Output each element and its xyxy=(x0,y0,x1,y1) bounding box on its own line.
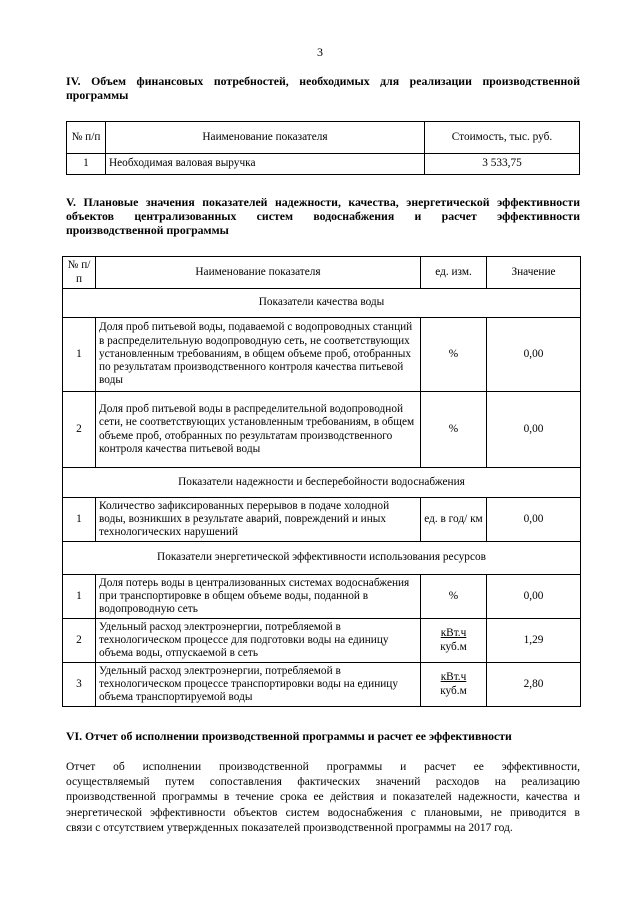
group-header-quality xyxy=(63,289,581,318)
section4-title xyxy=(66,74,580,102)
section6-paragraph xyxy=(66,760,580,836)
table-row xyxy=(63,575,581,619)
paragraph-line: энергетической эффективности объектов систем водоснабжения с плановыми, не приводится в xyxy=(66,806,580,819)
section4-title-line2: программы xyxy=(66,88,129,102)
row-value: 0,00 xyxy=(487,392,581,468)
unit-numerator: кВт.ч xyxy=(440,627,467,640)
row-unit: % xyxy=(421,392,487,468)
row-cost: 3 533,75 xyxy=(425,154,580,175)
table-header-row xyxy=(67,122,580,154)
header-num: № п/п xyxy=(67,122,106,154)
paragraph-line: Отчет об исполнении производственной программы и расчет ее эффективности, xyxy=(66,761,580,773)
row-value: 0,00 xyxy=(487,318,581,392)
row-unit: ед. в год/ км xyxy=(421,498,487,542)
header-num: № п/п xyxy=(63,257,96,289)
group-title: Показатели надежности и бесперебойности водоснабжения xyxy=(63,468,581,498)
row-num: 1 xyxy=(63,318,96,392)
row-name: Удельный расход электроэнергии, потребляемой в технологическом процессе для подготовки воды на единицу объема воды, отпускаемой в сеть xyxy=(96,619,421,663)
unit-denominator: куб.м xyxy=(440,640,467,653)
table-row xyxy=(63,498,581,542)
table-row xyxy=(63,392,581,468)
paragraph-line: осуществляемый путем сопоставления фактических значений расходов на реализацию xyxy=(66,776,580,789)
header-cost: Стоимость, тыс. руб. xyxy=(425,122,580,154)
row-num: 1 xyxy=(67,154,106,175)
row-name: Доля потерь воды в централизованных системах водоснабжения при транспортировке в общем объеме воды, поданной в водопроводную сеть xyxy=(96,575,421,619)
financial-needs-table xyxy=(66,121,580,175)
row-num: 3 xyxy=(63,663,96,707)
header-name: Наименование показателя xyxy=(96,257,421,289)
paragraph-line: производственной программы в течение срока ее действия и показателей надежности, качества и xyxy=(66,791,580,804)
unit-denominator: куб.м xyxy=(440,684,467,697)
row-value: 0,00 xyxy=(487,575,581,619)
row-num: 2 xyxy=(63,392,96,468)
page-number: 3 xyxy=(317,45,323,59)
section5-title-line2: объектов централизованных систем водоснабжения и расчет эффективности xyxy=(66,209,580,223)
section6-title: VI. Отчет об исполнении производственной программы и расчет ее эффективности xyxy=(66,729,512,743)
row-num: 2 xyxy=(63,619,96,663)
table-header-row xyxy=(63,257,581,289)
section5-title-line1: V. Плановые значения показателей надежности, качества, энергетической эффективности xyxy=(66,195,580,209)
header-value: Значение xyxy=(487,257,581,289)
group-title: Показатели качества воды xyxy=(63,289,581,318)
row-name: Количество зафиксированных перерывов в подаче холодной воды, возникших в результате аварий, повреждений и иных технологических нарушений xyxy=(96,498,421,542)
row-num: 1 xyxy=(63,575,96,619)
row-num: 1 xyxy=(63,498,96,542)
group-header-reliability xyxy=(63,468,581,498)
row-value: 2,80 xyxy=(487,663,581,707)
row-name: Доля проб питьевой воды в распределительной водопроводной сети, не соответствующих установленным требованиям, в общем объеме проб, отобранных по результатам производственного контроля качества питьевой воды xyxy=(96,392,421,468)
section5-title-line3: производственной программы xyxy=(66,223,229,237)
row-value: 1,29 xyxy=(487,619,581,663)
paragraph-line: связи с отсутствием утвержденных показателей производственной программы на 2017 год. xyxy=(66,821,513,834)
table-row xyxy=(63,619,581,663)
row-unit: % xyxy=(421,575,487,619)
section4-title-line1: IV. Объем финансовых потребностей, необходимых для реализации производственной xyxy=(66,74,580,88)
table-row xyxy=(63,318,581,392)
unit-numerator: кВт.ч xyxy=(440,671,467,684)
row-name: Удельный расход электроэнергии, потребляемой в технологическом процессе транспортировки воды на единицу объема транспортируемой воды xyxy=(96,663,421,707)
row-name: Доля проб питьевой воды, подаваемой с водопроводных станций в распределительную водопроводную сеть, не соответствующих установленным требованиям, в общем объеме проб, отобранных по результатам производственного контроля качества питьевой воды xyxy=(96,318,421,392)
group-title: Показатели энергетической эффективности использования ресурсов xyxy=(63,542,581,575)
row-unit xyxy=(421,663,487,707)
row-unit xyxy=(421,619,487,663)
row-value: 0,00 xyxy=(487,498,581,542)
header-unit: ед. изм. xyxy=(421,257,487,289)
indicators-table xyxy=(62,256,581,707)
row-unit: % xyxy=(421,318,487,392)
header-name: Наименование показателя xyxy=(106,122,425,154)
table-row xyxy=(67,154,580,175)
group-header-energy xyxy=(63,542,581,575)
section5-title xyxy=(66,195,580,237)
table-row xyxy=(63,663,581,707)
row-name: Необходимая валовая выручка xyxy=(106,154,425,175)
